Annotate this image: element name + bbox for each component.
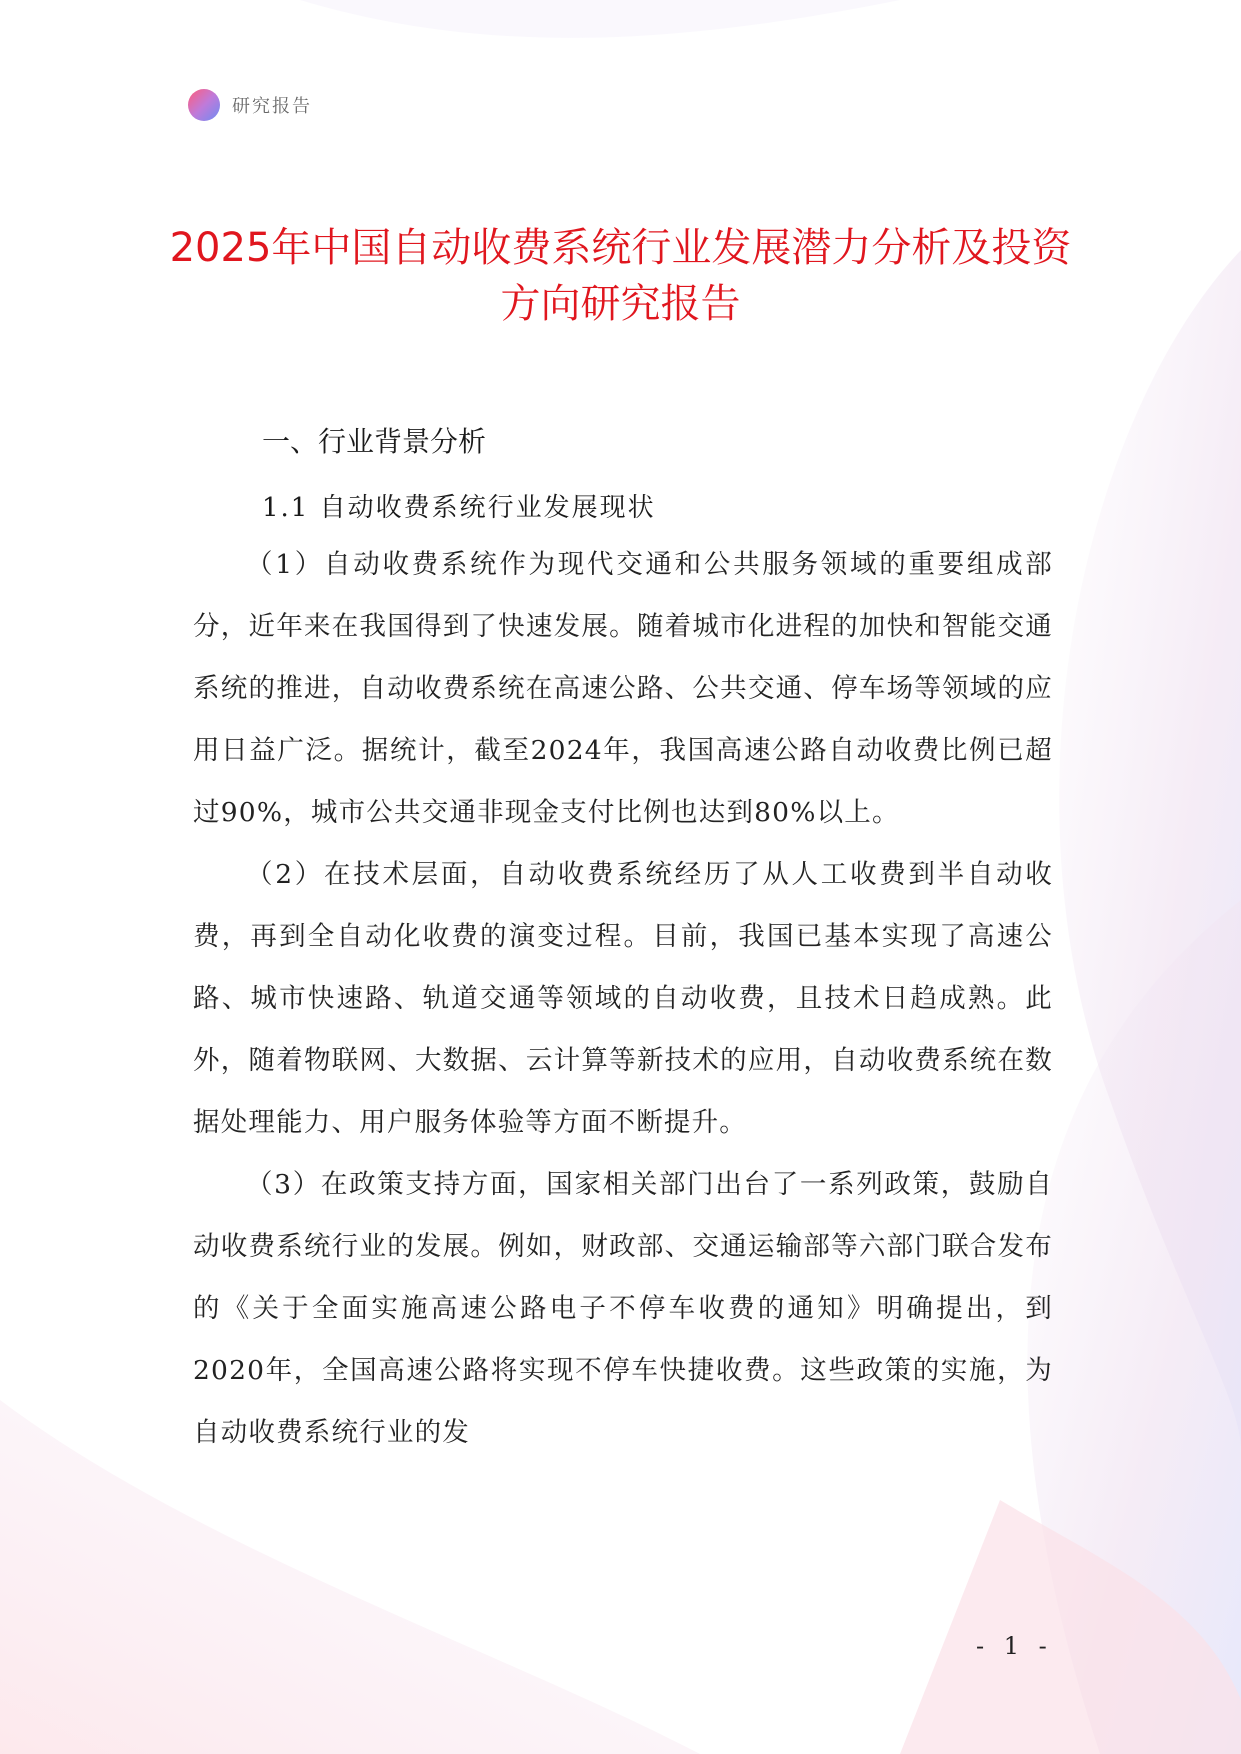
- body-text: [193, 534, 1053, 1464]
- page-number: - 1 -: [976, 1632, 1053, 1660]
- subsection-heading: 1.1 自动收费系统行业发展现状: [262, 493, 656, 523]
- logo-icon: [188, 89, 220, 121]
- report-header: [188, 88, 312, 122]
- paragraph-3: （3）在政策支持方面，国家相关部门出台了一系列政策，鼓励自动收费系统行业的发展。例如，财政部、交通运输部等六部门联合发布的《关于全面实施高速公路电子不停车收费的通知》明确提出，到2020年，全国高速公路将实现不停车快捷收费。这些政策的实施，为自动收费系统行业的发: [193, 1169, 1053, 1448]
- document-title: 2025年中国自动收费系统行业发展潜力分析及投资方向研究报告: [169, 225, 1072, 327]
- section-heading: 一、行业背景分析: [262, 425, 487, 458]
- paragraph-1: （1）自动收费系统作为现代交通和公共服务领域的重要组成部分，近年来在我国得到了快速发展。随着城市化进程的加快和智能交通系统的推进，自动收费系统在高速公路、公共交通、停车场等领域的应用日益广泛。据统计，截至2024年，我国高速公路自动收费比例已超过90%，城市公共交通非现金支付比例也达到80%以上。: [193, 549, 1053, 828]
- paragraph-2: （2）在技术层面，自动收费系统经历了从人工收费到半自动收费，再到全自动化收费的演变过程。目前，我国已基本实现了高速公路、城市快速路、轨道交通等领域的自动收费，且技术日趋成熟。此外，随着物联网、大数据、云计算等新技术的应用，自动收费系统在数据处理能力、用户服务体验等方面不断提升。: [193, 859, 1053, 1138]
- header-label: 研究报告: [232, 96, 312, 117]
